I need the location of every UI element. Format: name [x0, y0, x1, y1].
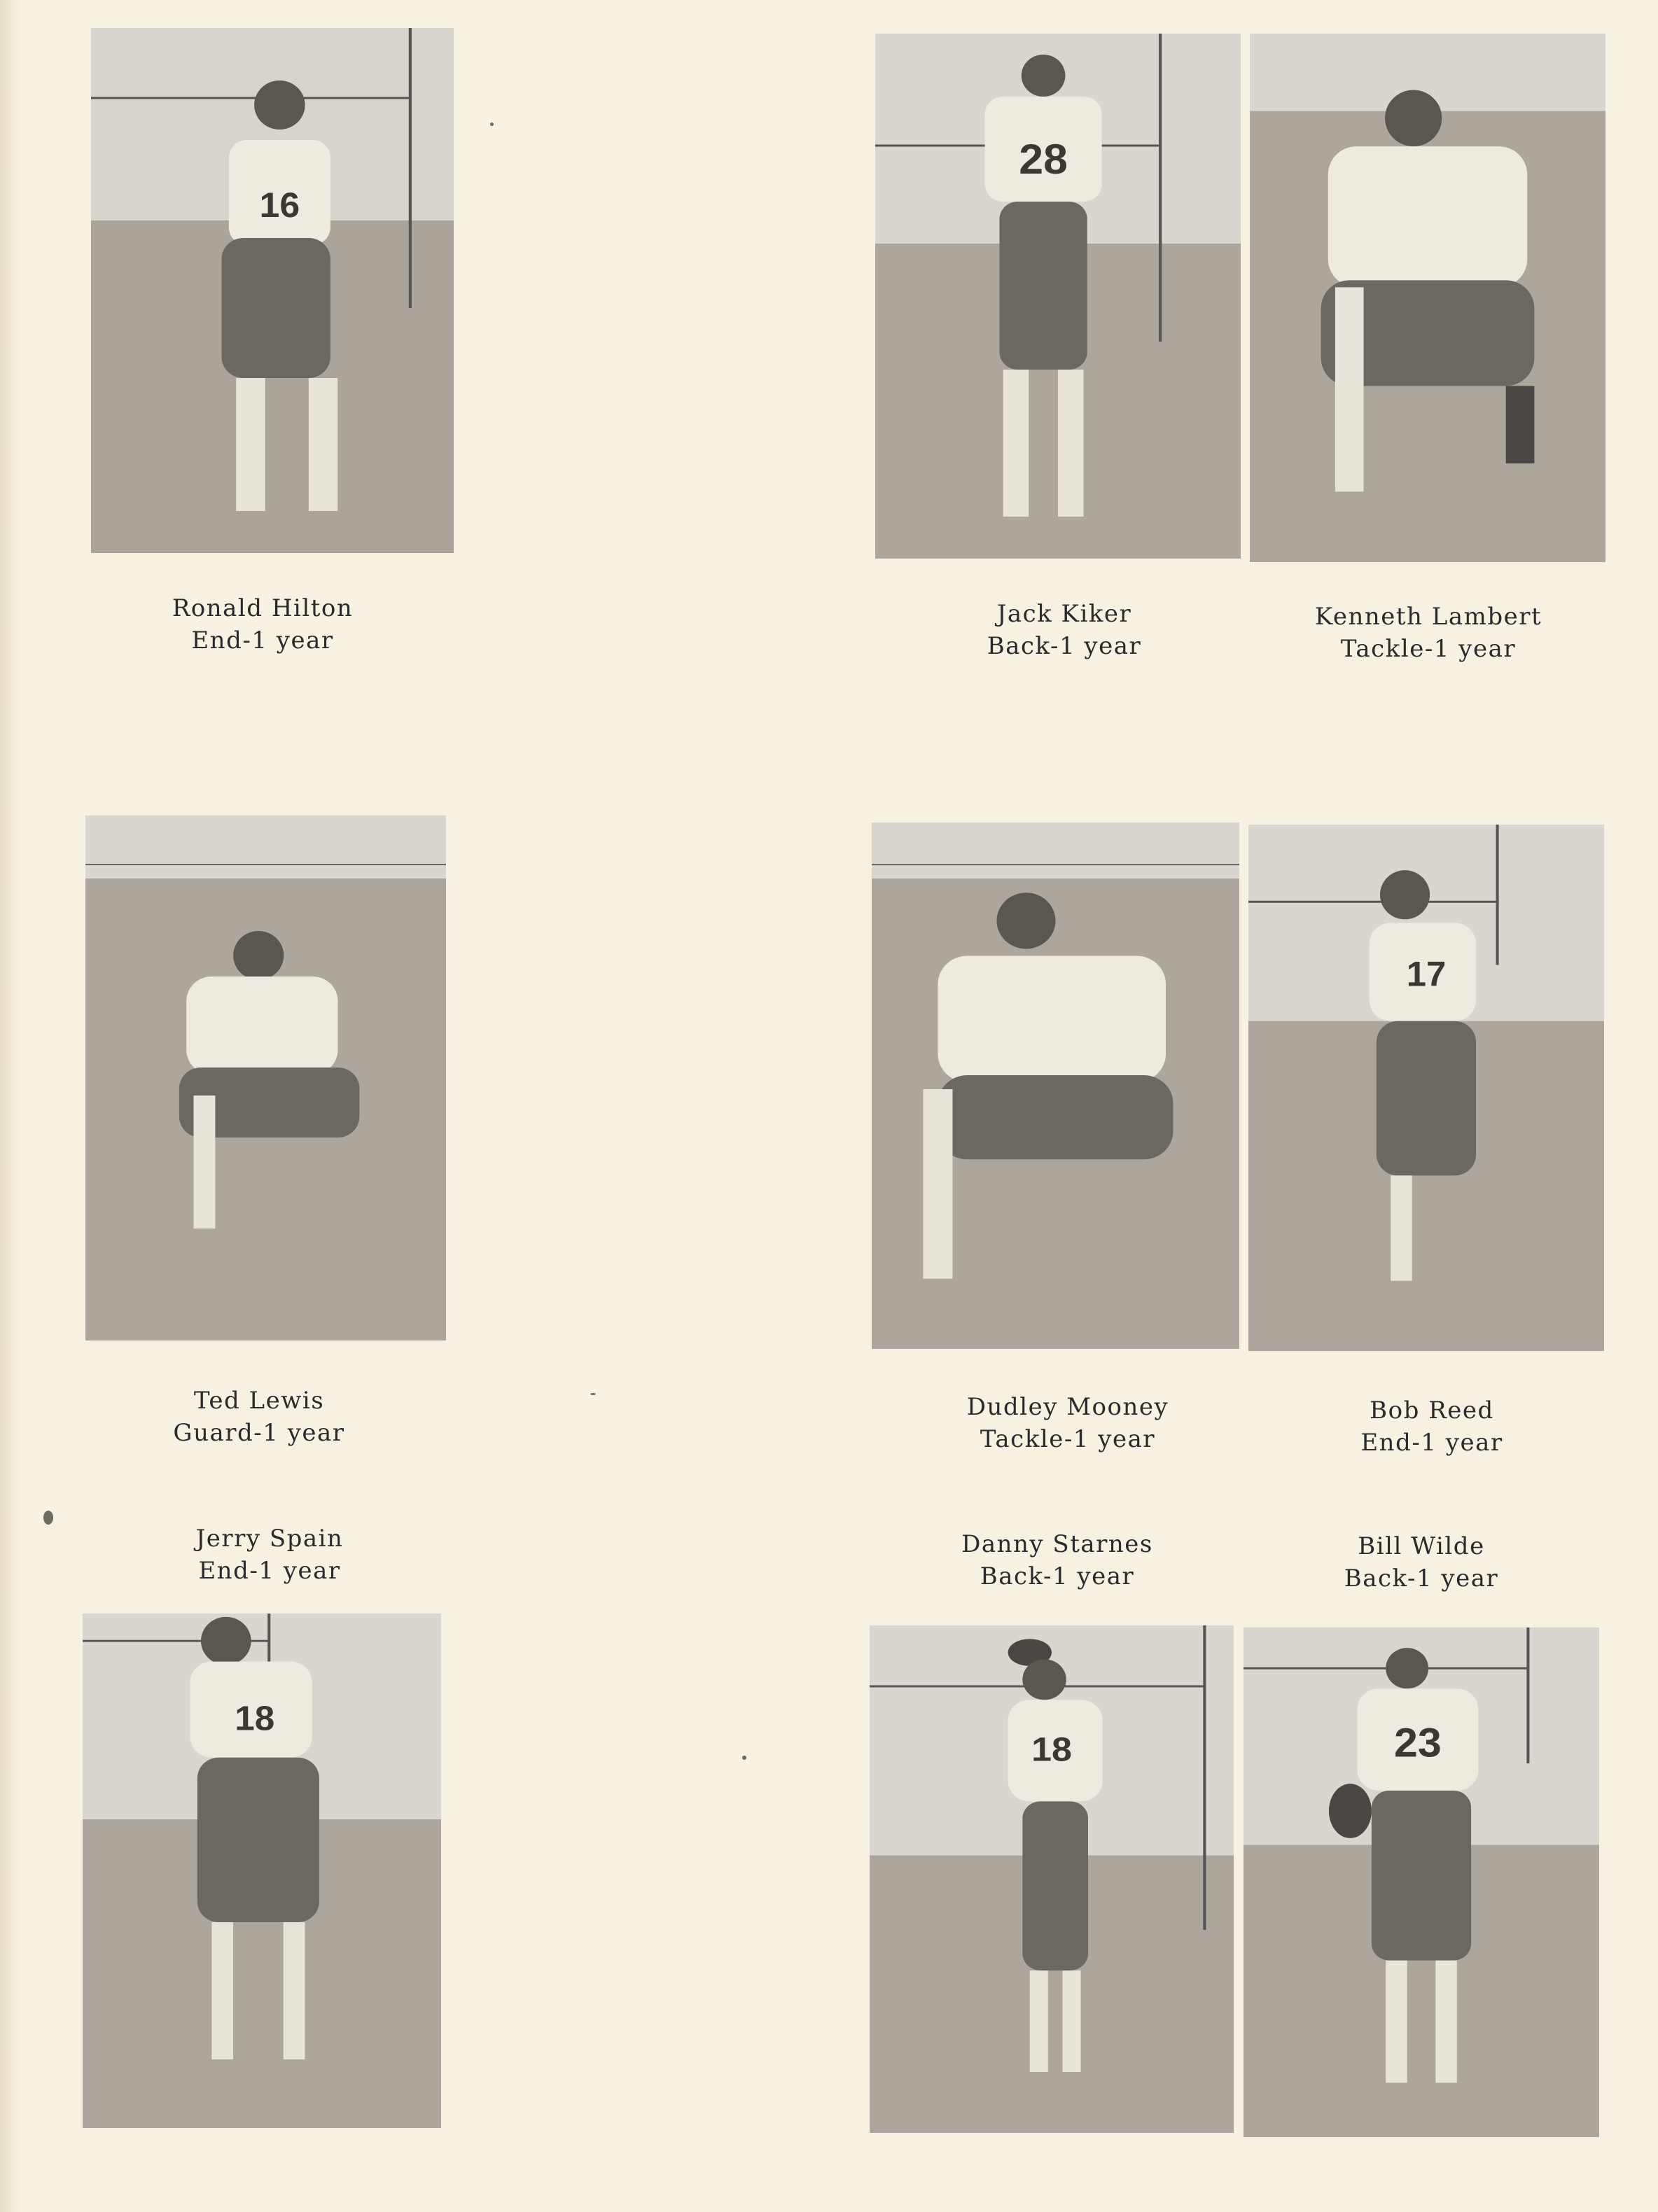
page-binding-edge: [0, 0, 21, 2212]
player-position-years: Back-1 year: [987, 632, 1142, 660]
jersey-number: 18: [235, 1699, 275, 1738]
player-photo-jerry-spain: [83, 1614, 441, 2128]
player-name: Ronald Hilton: [172, 594, 354, 622]
player-photo-dudley-mooney: [872, 822, 1239, 1349]
player-name: Bob Reed: [1370, 1396, 1494, 1424]
player-photo-bob-reed: [1248, 825, 1604, 1351]
player-name: Jack Kiker: [996, 600, 1132, 628]
player-position-years: Tackle-1 year: [1340, 635, 1517, 663]
player-name: Danny Starnes: [961, 1530, 1153, 1558]
player-position-years: End-1 year: [191, 626, 334, 654]
player-photo-ted-lewis: [85, 816, 446, 1340]
print-speck: [43, 1511, 53, 1525]
player-caption-dudley-mooney: [907, 1391, 1229, 1455]
player-caption-jack-kiker: [910, 598, 1218, 662]
player-photo-ronald-hilton: [91, 28, 454, 553]
print-speck: [742, 1756, 746, 1760]
player-name: Dudley Mooney: [966, 1393, 1169, 1421]
player-caption-ronald-hilton: [112, 592, 413, 657]
jersey-number: 18: [1031, 1730, 1072, 1768]
player-position-years: End-1 year: [198, 1557, 341, 1585]
jersey-number: 28: [1019, 135, 1068, 183]
jersey-number: 17: [1406, 953, 1447, 994]
player-name: Kenneth Lambert: [1314, 603, 1542, 631]
player-caption-bob-reed: [1278, 1394, 1586, 1459]
player-position-years: Tackle-1 year: [980, 1425, 1156, 1453]
print-speck: [490, 122, 494, 126]
player-position-years: Guard-1 year: [173, 1419, 345, 1447]
player-photo-jack-kiker: [875, 34, 1241, 559]
player-photo-kenneth-lambert: [1250, 34, 1605, 562]
player-caption-danny-starnes: [903, 1528, 1211, 1592]
jersey-number: 16: [259, 185, 300, 225]
player-caption-kenneth-lambert: [1274, 601, 1582, 665]
player-name: Jerry Spain: [195, 1525, 344, 1553]
print-speck: [590, 1393, 596, 1395]
player-position-years: End-1 year: [1360, 1429, 1503, 1457]
player-caption-jerry-spain: [116, 1522, 424, 1587]
jersey-number: 23: [1394, 1719, 1442, 1766]
player-caption-ted-lewis: [105, 1385, 413, 1449]
player-photo-bill-wilde: [1244, 1628, 1599, 2137]
player-photo-danny-starnes: [870, 1625, 1234, 2133]
player-name: Ted Lewis: [193, 1387, 325, 1415]
player-position-years: Back-1 year: [980, 1562, 1135, 1590]
player-name: Bill Wilde: [1358, 1532, 1485, 1560]
player-position-years: Back-1 year: [1344, 1564, 1499, 1592]
player-caption-bill-wilde: [1267, 1530, 1575, 1595]
